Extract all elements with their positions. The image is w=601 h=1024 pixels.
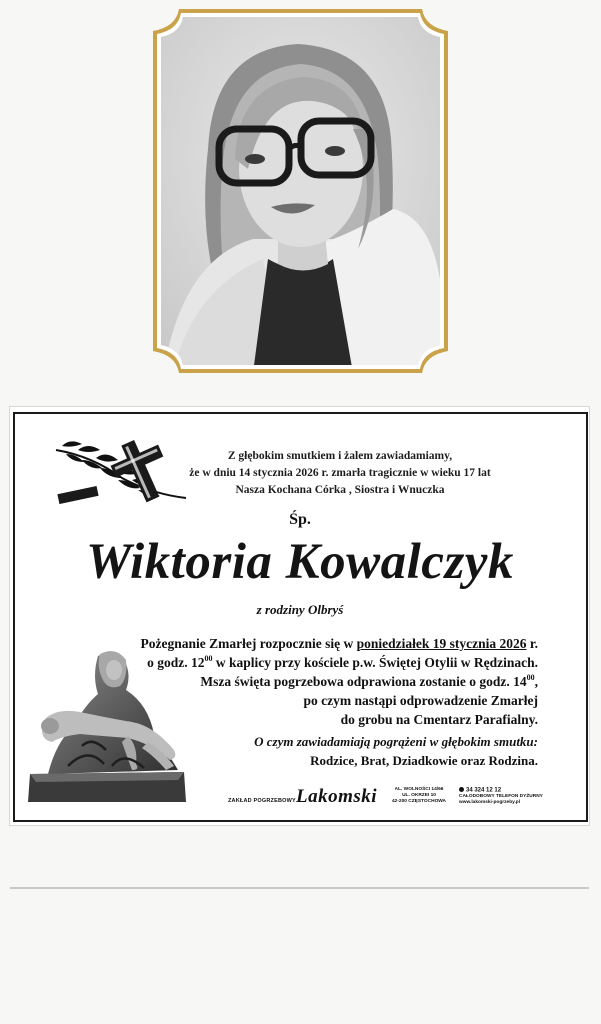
funeral-home-contact [459,787,543,806]
ceremony-line: Pożegnanie Zmarłej rozpocznie się w poniedziałek 19 stycznia 2026 r. [140,636,538,651]
funeral-home-label: ZAKŁAD POGRZEBOWY [228,798,296,804]
ceremony-line: po czym nastąpi odprowadzenie Zmarłej [303,693,538,708]
portrait-photo-frame [153,9,448,373]
closing-line: Rodzice, Brat, Dziadkowie oraz Rodzina. [310,753,538,768]
phone-note: CAŁODOBOWY TELEFON DYŻURNY [459,793,543,799]
phone-icon [459,787,464,792]
pieta-sculpture-icon [28,646,188,804]
ceremony-line: Msza święta pogrzebowa odprawiona zostanie o godz. $14^{00}$, [200,673,538,689]
deceased-name: Wiktoria Kowalczyk [86,534,514,590]
family-of: z rodziny Olbryś [256,602,344,617]
funeral-home-address: AL. WOLNOŚCI 14/66 UL. OKRZEI 10 42-200 CZĘSTOCHOWA [392,787,447,805]
closing-line: O czym zawiadamiają pogrążeni w głębokim smutku: [254,734,538,749]
funeral-home-logo: Lakomski [296,786,378,807]
intro-line: Z głębokim smutkiem i żalem zawiadamiamy, [227,450,453,462]
intro-line: że w dniu 14 stycznia 2026 r. zmarła tragicznie w wieku 17 lat [189,467,491,479]
divider [10,887,589,889]
sp-label: Śp. [289,511,311,528]
ceremony-line: o godz. $12^{00}$ w kaplicy przy kościele p.w. Świętej Otylii w Rędzinach. [147,654,538,670]
ceremony-line: do grobu na Cmentarz Parafialny. [340,712,538,727]
website-link[interactable]: www.lakomski-pogrzeby.pl [459,799,521,805]
closing-text [178,732,538,770]
portrait-photo [153,9,448,373]
intro-line: Nasza Kochana Córka , Siostra i Wnuczka [235,484,445,496]
intro-text [150,448,530,499]
phone-number: 34 324 12 12 [466,787,502,794]
